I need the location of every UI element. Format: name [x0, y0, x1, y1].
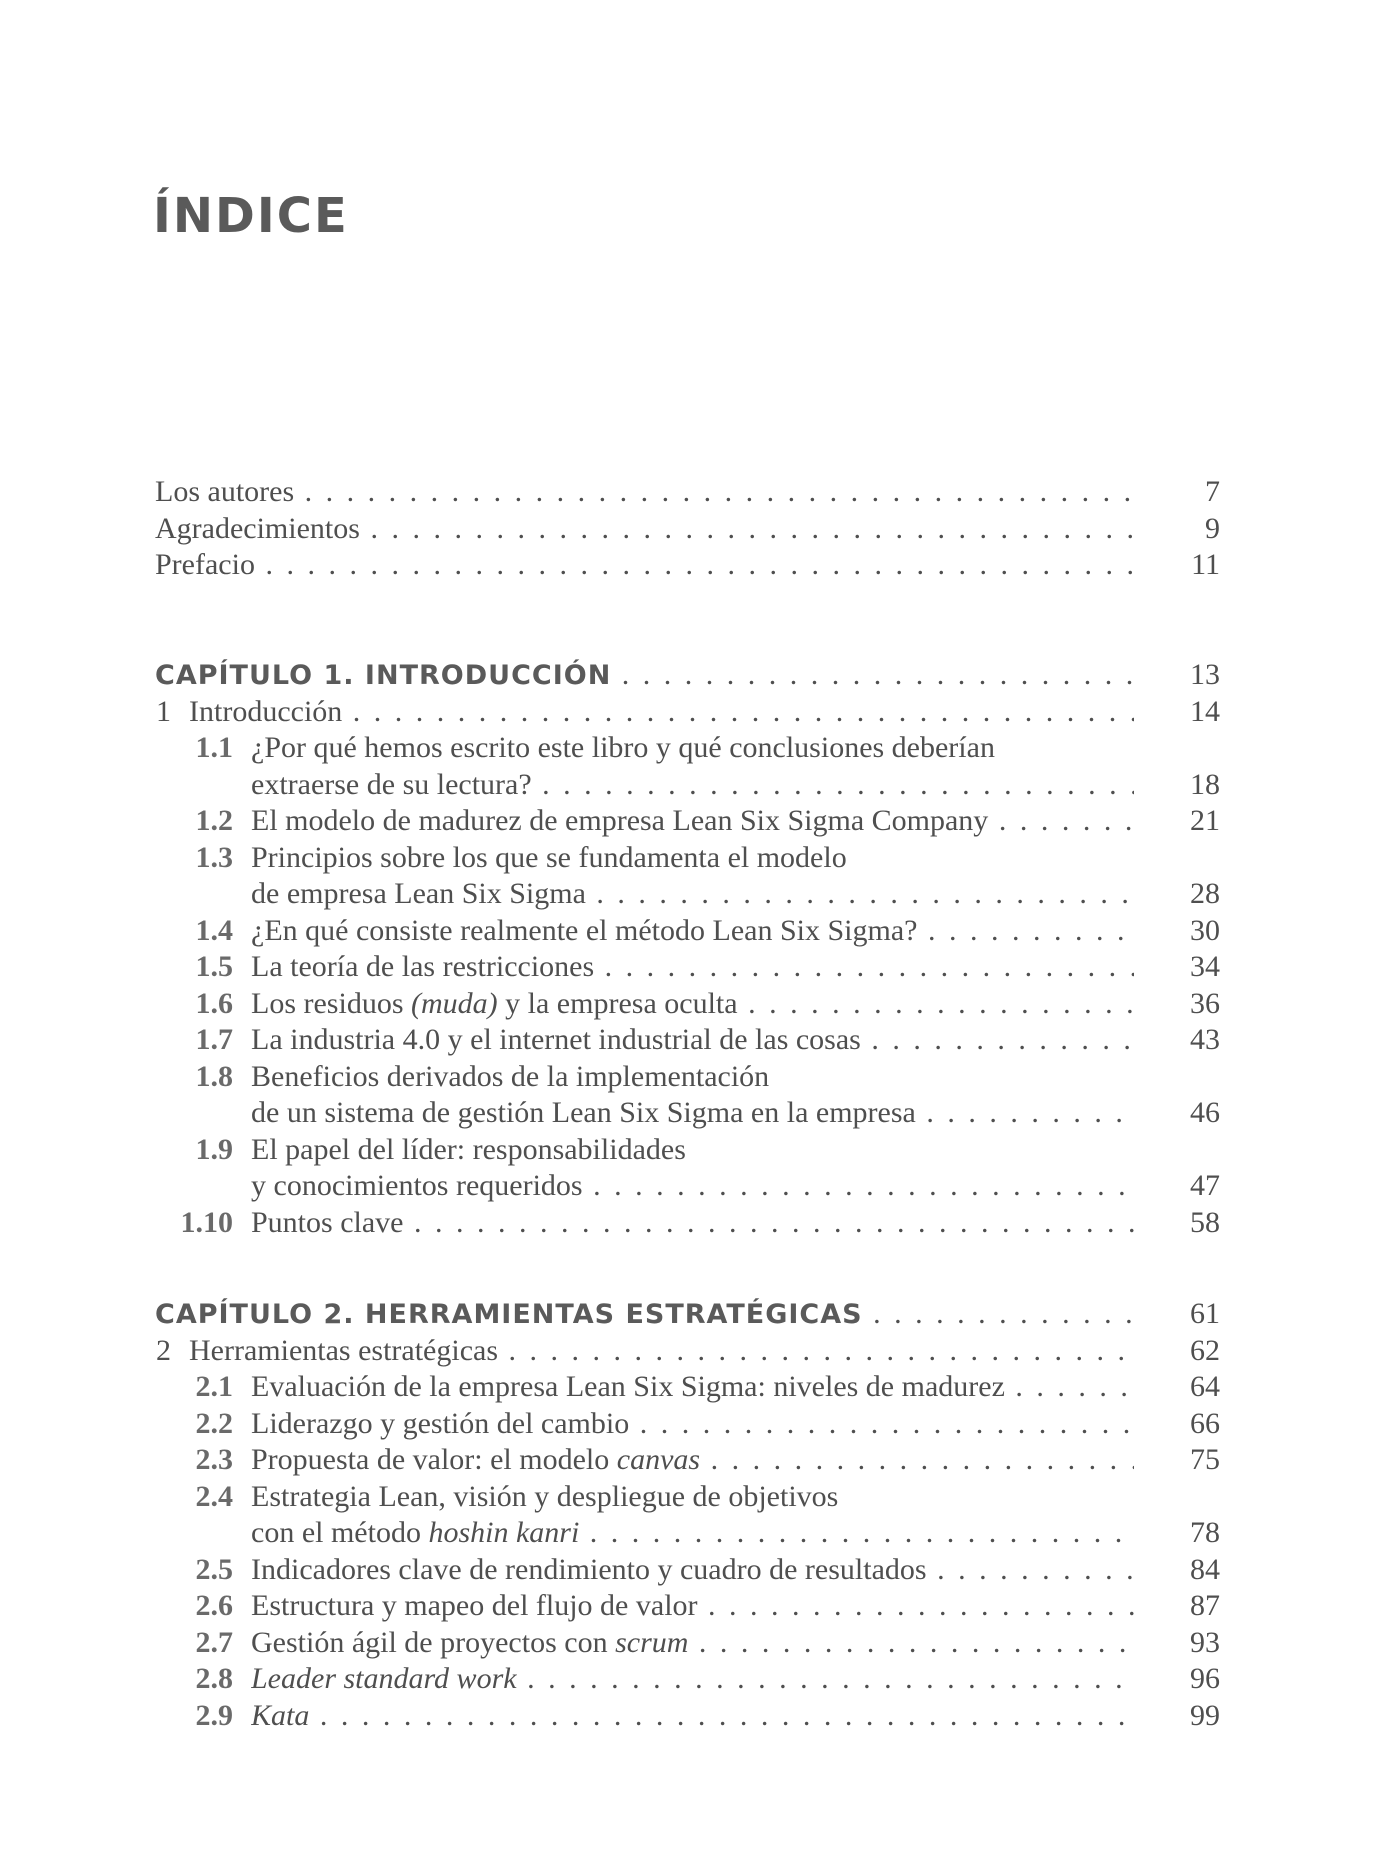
toc-page-number: 75 — [1190, 1443, 1220, 1476]
item-number: 1.3 — [195, 840, 233, 874]
toc-entry — [155, 1205, 1220, 1242]
section-number: 2 — [156, 1333, 171, 1367]
toc-page-number: 96 — [1190, 1662, 1220, 1695]
page-title: ÍNDICE — [153, 188, 349, 244]
toc-entry-title: Introducción . . . — [189, 694, 1134, 731]
toc-entry — [155, 1406, 1220, 1443]
toc-entry-title: Los autores . . . — [155, 474, 1134, 511]
toc-entry-title: Principios sobre los que se fundamenta el modelo — [251, 840, 847, 874]
toc-section — [155, 1333, 1220, 1370]
toc-page-number: 47 — [1190, 1169, 1220, 1202]
item-number: 1.6 — [195, 986, 233, 1020]
toc-page-number: 93 — [1190, 1625, 1220, 1659]
toc-entry-continuation — [155, 1095, 1220, 1132]
toc-entry-title: Liderazgo y gestión del cambio . . . — [251, 1406, 1134, 1443]
toc-entry — [155, 1552, 1220, 1589]
toc-page-number: 87 — [1190, 1589, 1220, 1622]
item-number: 2.8 — [195, 1662, 233, 1695]
toc-entry-title: Evaluación de la empresa Lean Six Sigma: niveles de madurez . . . — [251, 1369, 1134, 1406]
toc-entry-title: de empresa Lean Six Sigma . . . — [251, 876, 1134, 913]
item-number: 1.4 — [195, 913, 233, 947]
item-number: 2.7 — [195, 1625, 233, 1659]
item-number: 1.7 — [195, 1023, 233, 1056]
toc-page-number: 30 — [1190, 913, 1220, 947]
toc-entry — [155, 730, 1220, 767]
item-number: 2.5 — [195, 1552, 233, 1586]
toc-entry-title: Kata . . . — [251, 1698, 1134, 1735]
toc-entry-continuation — [155, 1168, 1220, 1205]
item-number: 1.5 — [195, 950, 233, 983]
toc-page-number: 61 — [1190, 1297, 1220, 1330]
toc-entry — [155, 986, 1220, 1023]
toc-entry — [155, 1698, 1220, 1735]
chapter-heading: CAPÍTULO 2. HERRAMIENTAS ESTRATÉGICAS — [155, 1299, 863, 1330]
toc-page-number: 9 — [1205, 511, 1220, 545]
toc-page-number: 28 — [1190, 877, 1220, 910]
toc-entry-title: Estrategia Lean, visión y despliegue de objetivos — [251, 1479, 839, 1513]
chapter-heading-row — [155, 1296, 1220, 1333]
toc-entry-continuation — [155, 876, 1220, 913]
toc-page-number: 66 — [1190, 1406, 1220, 1440]
toc-entry-title: Prefacio . . . — [155, 547, 1134, 584]
toc-entry-title: ¿En qué consiste realmente el método Lean Six Sigma? . . . — [251, 913, 1134, 950]
toc-page-number: 7 — [1205, 475, 1220, 508]
item-number: 1.9 — [195, 1132, 233, 1166]
toc-page-number: 21 — [1190, 804, 1220, 837]
item-number: 1.8 — [195, 1059, 233, 1093]
toc-page-number: 46 — [1190, 1096, 1220, 1129]
toc-entry-title: extraerse de su lectura? . . . — [251, 767, 1134, 804]
toc-entry — [155, 913, 1220, 950]
toc-chapter-2 — [155, 1296, 1220, 1734]
item-number: 2.4 — [195, 1479, 233, 1513]
item-number: 2.1 — [195, 1370, 233, 1403]
toc-entry — [155, 474, 1220, 511]
item-number: 2.2 — [195, 1406, 233, 1440]
toc-entry — [155, 1625, 1220, 1662]
toc-entry — [155, 949, 1220, 986]
toc-entry-title: La industria 4.0 y el internet industrial de las cosas . . . — [251, 1022, 1134, 1059]
toc-entry-title: ¿Por qué hemos escrito este libro y qué conclusiones deberían — [251, 731, 995, 764]
toc-page-number: 62 — [1190, 1333, 1220, 1367]
toc-entry-title: de un sistema de gestión Lean Six Sigma en la empresa . . . — [251, 1095, 1134, 1132]
toc-entry — [155, 547, 1220, 584]
toc-entry — [155, 511, 1220, 548]
toc-entry-title: La teoría de las restricciones . . . — [251, 949, 1134, 986]
toc-entry-title: con el método hoshin kanri . . . — [251, 1515, 1134, 1552]
toc-entry-title: Indicadores clave de rendimiento y cuadro de resultados . . . — [251, 1552, 1134, 1589]
toc-entry — [155, 1588, 1220, 1625]
toc-entry-continuation — [155, 767, 1220, 804]
toc-entry-title: Gestión ágil de proyectos con scrum . . . — [251, 1625, 1134, 1662]
toc-entry-title: Estructura y mapeo del flujo de valor . . . — [251, 1588, 1134, 1625]
item-number: 2.6 — [195, 1589, 233, 1622]
item-number: 1.2 — [195, 804, 233, 837]
toc-page-number: 43 — [1190, 1023, 1220, 1056]
toc-entry — [155, 840, 1220, 877]
toc-entry-title: Agradecimientos . . . — [155, 511, 1134, 548]
toc-entry-continuation — [155, 1515, 1220, 1552]
toc-entry-title: Leader standard work . . . — [251, 1661, 1134, 1698]
chapter-heading: CAPÍTULO 1. INTRODUCCIÓN — [155, 660, 612, 691]
toc-entry — [155, 1442, 1220, 1479]
item-number: 2.9 — [195, 1698, 233, 1732]
item-number: 1.1 — [195, 731, 233, 764]
toc-entry-title: Propuesta de valor: el modelo canvas . . . — [251, 1442, 1134, 1479]
toc-chapter-1 — [155, 657, 1220, 1241]
toc-page-number: 13 — [1190, 658, 1220, 691]
toc-entry-title: El papel del líder: responsabilidades — [251, 1132, 686, 1166]
toc-section — [155, 694, 1220, 731]
toc-entry-title: Herramientas estratégicas . . . — [189, 1333, 1134, 1370]
toc-page-number: 18 — [1190, 767, 1220, 801]
toc-entry-title: y conocimientos requeridos . . . — [251, 1168, 1134, 1205]
toc-entry — [155, 1132, 1220, 1169]
toc-entry — [155, 1022, 1220, 1059]
toc-page-number: 14 — [1190, 694, 1220, 728]
toc-entry — [155, 803, 1220, 840]
section-number: 1 — [156, 694, 171, 728]
chapter-heading-row — [155, 657, 1220, 694]
toc-page-number: 78 — [1190, 1516, 1220, 1549]
toc-entry — [155, 1661, 1220, 1698]
toc-entry-title: Puntos clave . . . — [251, 1205, 1134, 1242]
toc-page-number: 36 — [1190, 986, 1220, 1020]
toc-page-number: 99 — [1190, 1698, 1220, 1732]
toc-front-matter — [155, 474, 1220, 584]
toc-entry-title: Los residuos (muda) y la empresa oculta . . . — [251, 986, 1134, 1023]
toc-page-number: 11 — [1191, 548, 1220, 581]
toc-entry-title: Beneficios derivados de la implementación — [251, 1059, 770, 1093]
toc-page-number: 34 — [1190, 950, 1220, 983]
toc-page-number: 84 — [1190, 1552, 1220, 1586]
toc-entry-title: El modelo de madurez de empresa Lean Six Sigma Company . . . — [251, 803, 1134, 840]
toc-page-number: 64 — [1190, 1370, 1220, 1403]
item-number: 2.3 — [195, 1443, 233, 1476]
toc-entry — [155, 1369, 1220, 1406]
item-number: 1.10 — [180, 1205, 233, 1239]
toc-page-number: 58 — [1190, 1205, 1220, 1239]
toc-entry — [155, 1059, 1220, 1096]
toc-entry — [155, 1479, 1220, 1516]
